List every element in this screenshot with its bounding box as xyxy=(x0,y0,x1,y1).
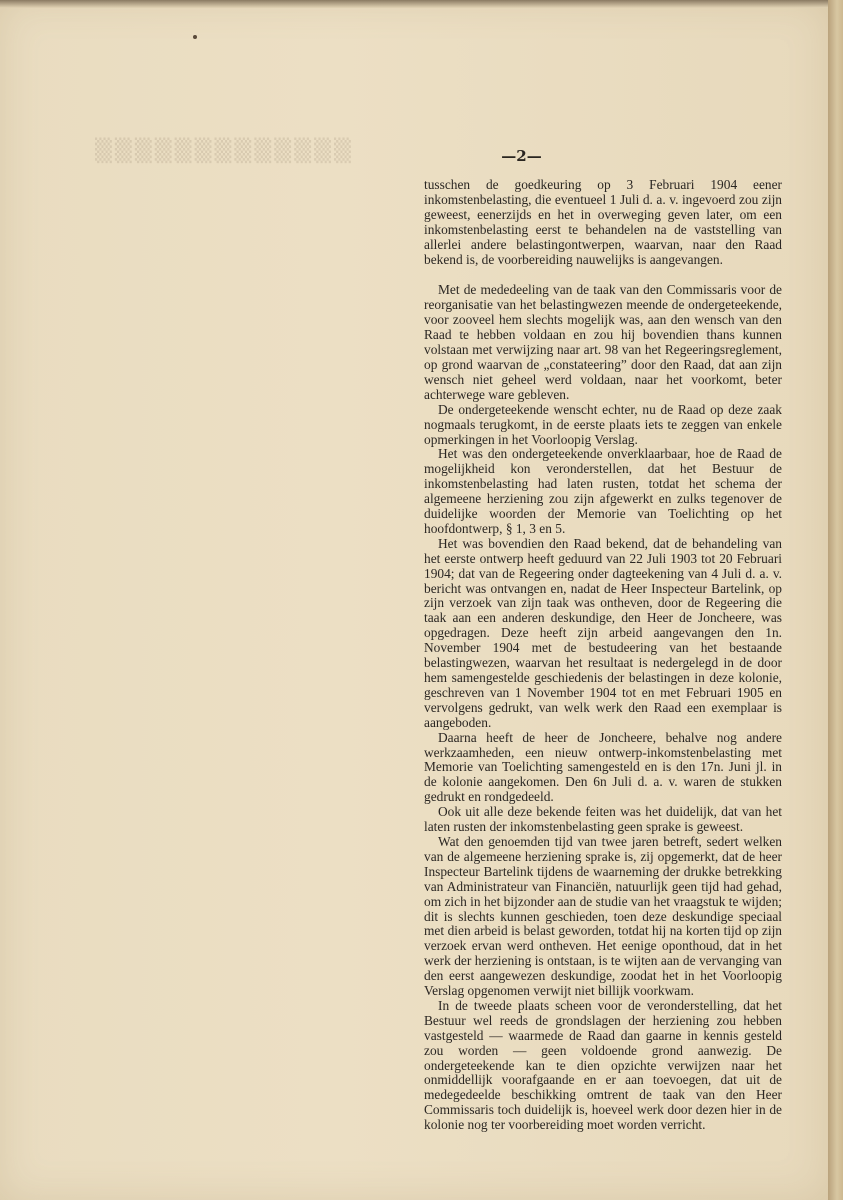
paragraph: Het was den ondergeteekende onverklaarbaar, hoe de Raad de mogelijkheid kon veronderstellen, dat het Bestuur de inkomstenbelasting had laten rusten, totdat het schema der algemeene herziening zou zijn afgewerkt en zulks tegenover de duidelijke woorden der Memorie van Toelichting op het hoofdontwerp, § 1, 3 en 5. xyxy=(424,446,782,536)
paragraph: In de tweede plaats scheen voor de veronderstelling, dat het Bestuur wel reeds de grondslagen der herziening zou hebben vastgesteld — waarmede de Raad dan gaarne in kennis gesteld zou worden — geen voldoende grond aanwezig. De ondergeteekende kan te dien opzichte verwijzen naar het onmiddellijk voorafgaande en er aan toevoegen, dat uit de medegedeelde beschikking omtrent de taak van den Heer Commissaris toch duidelijk is, hoeveel werk door dezen hier in de kolonie nog ter voorbereiding moet worden verricht. xyxy=(424,997,782,1133)
paragraph-continued: tusschen de goedkeuring op 3 Februari 1904 eener inkomstenbelasting, die eventueel 1 Juli d. a. v. ingevoerd zou zijn geweest, eenerzijds en het in overweging geven later, om een inkomstenbelasting eerst te behandelen na de vaststelling van allerlei andere belastingontwerpen, waarvan, naar den Raad bekend is, de voorbereiding nauwelijks is aangevangen. xyxy=(424,177,782,267)
paragraph-gap xyxy=(424,267,782,283)
paragraph: Ook uit alle deze bekende feiten was het duidelijk, dat van het laten rusten der inkomstenbelasting geen sprake is geweest. xyxy=(424,804,782,835)
paragraph: Wat den genoemden tijd van twee jaren betreft, sedert welken van de algemeene herziening sprake is, zij opgemerkt, dat de heer Inspecteur Bartelink tijdens de waarneming der drukke betrekking van Administrateur van Financiën, natuurlijk geen tijd had gehad, om zich in het bijzonder aan de studie van het vraagstuk te wijden; dit is slechts kunnen geschieden, toen deze deskundige speciaal met dien arbeid is belast geworden, totdat hij na korten tijd op zijn verzoek ervan werd ontheven. Het eenige oponthoud, dat in het werk der herziening is ontstaan, is te wijten aan de vervanging van den eerst aangewezen deskundige, zoodat het in het Voorloopig Verslag opgenomen verwijt niet billijk voorkwam. xyxy=(424,833,782,999)
paragraph: De ondergeteekende wenscht echter, nu de Raad op deze zaak nogmaals terugkomt, in de eerste plaats iets te zeggen van enkele opmerkingen in het Voorloopig Verslag. xyxy=(424,401,782,447)
text-column xyxy=(424,178,782,1133)
page-number: —2— xyxy=(501,147,542,165)
paper-speck xyxy=(193,35,197,39)
show-through-text: ▒▒▒▒▒▒▒▒▒▒▒▒▒ xyxy=(95,138,354,164)
paragraph: Daarna heeft de heer de Joncheere, behalve nog andere werkzaamheden, een nieuw ontwerp-inkomstenbelasting met Memorie van Toelichting samengesteld en is den 17n. Juni jl. in de kolonie aangekomen. Den 6n Juli d. a. v. waren de stukken gedrukt en rondgedeeld. xyxy=(424,729,782,805)
top-edge-shadow xyxy=(0,0,828,8)
page-right-edge xyxy=(828,0,843,1200)
paragraph: Het was bovendien den Raad bekend, dat de behandeling van het eerste ontwerp heeft geduurd van 22 Juli 1903 tot 20 Februari 1904; dat van de Regeering onder dagteekening van 4 Juli d. a. v. bericht was ontvangen en, nadat de Heer Inspecteur Bartelink, op zijn verzoek van zijn taak was ontheven, door de Regeering die taak aan een anderen deskundige, den Heer de Joncheere, was opgedragen. Deze heeft zijn arbeid aangevangen den 1n. November 1904 met de bestudeering van het bestaande belastingwezen, waarvan het resultaat is nedergelegd in de door hem samengestelde geschiedenis der belastingen in deze kolonie, geschreven van 1 November 1904 tot en met Februari 1905 en vervolgens gedrukt, van welk werk den Raad een exemplaar is aangeboden. xyxy=(424,535,782,730)
paragraph: Met de mededeeling van de taak van den Commissaris voor de reorganisatie van het belastingwezen meende de ondergeteekende, voor zooveel hem slechts mogelijk was, aan den wensch van den Raad te hebben voldaan en zou hij bovendien thans kunnen volstaan met verwijzing naar art. 98 van het Regeeringsreglement, op grond waarvan de „constateering” door den Raad, dat aan zijn wensch niet geheel werd voldaan, naar het voorkomt, beter achterwege ware gebleven. xyxy=(424,282,782,402)
